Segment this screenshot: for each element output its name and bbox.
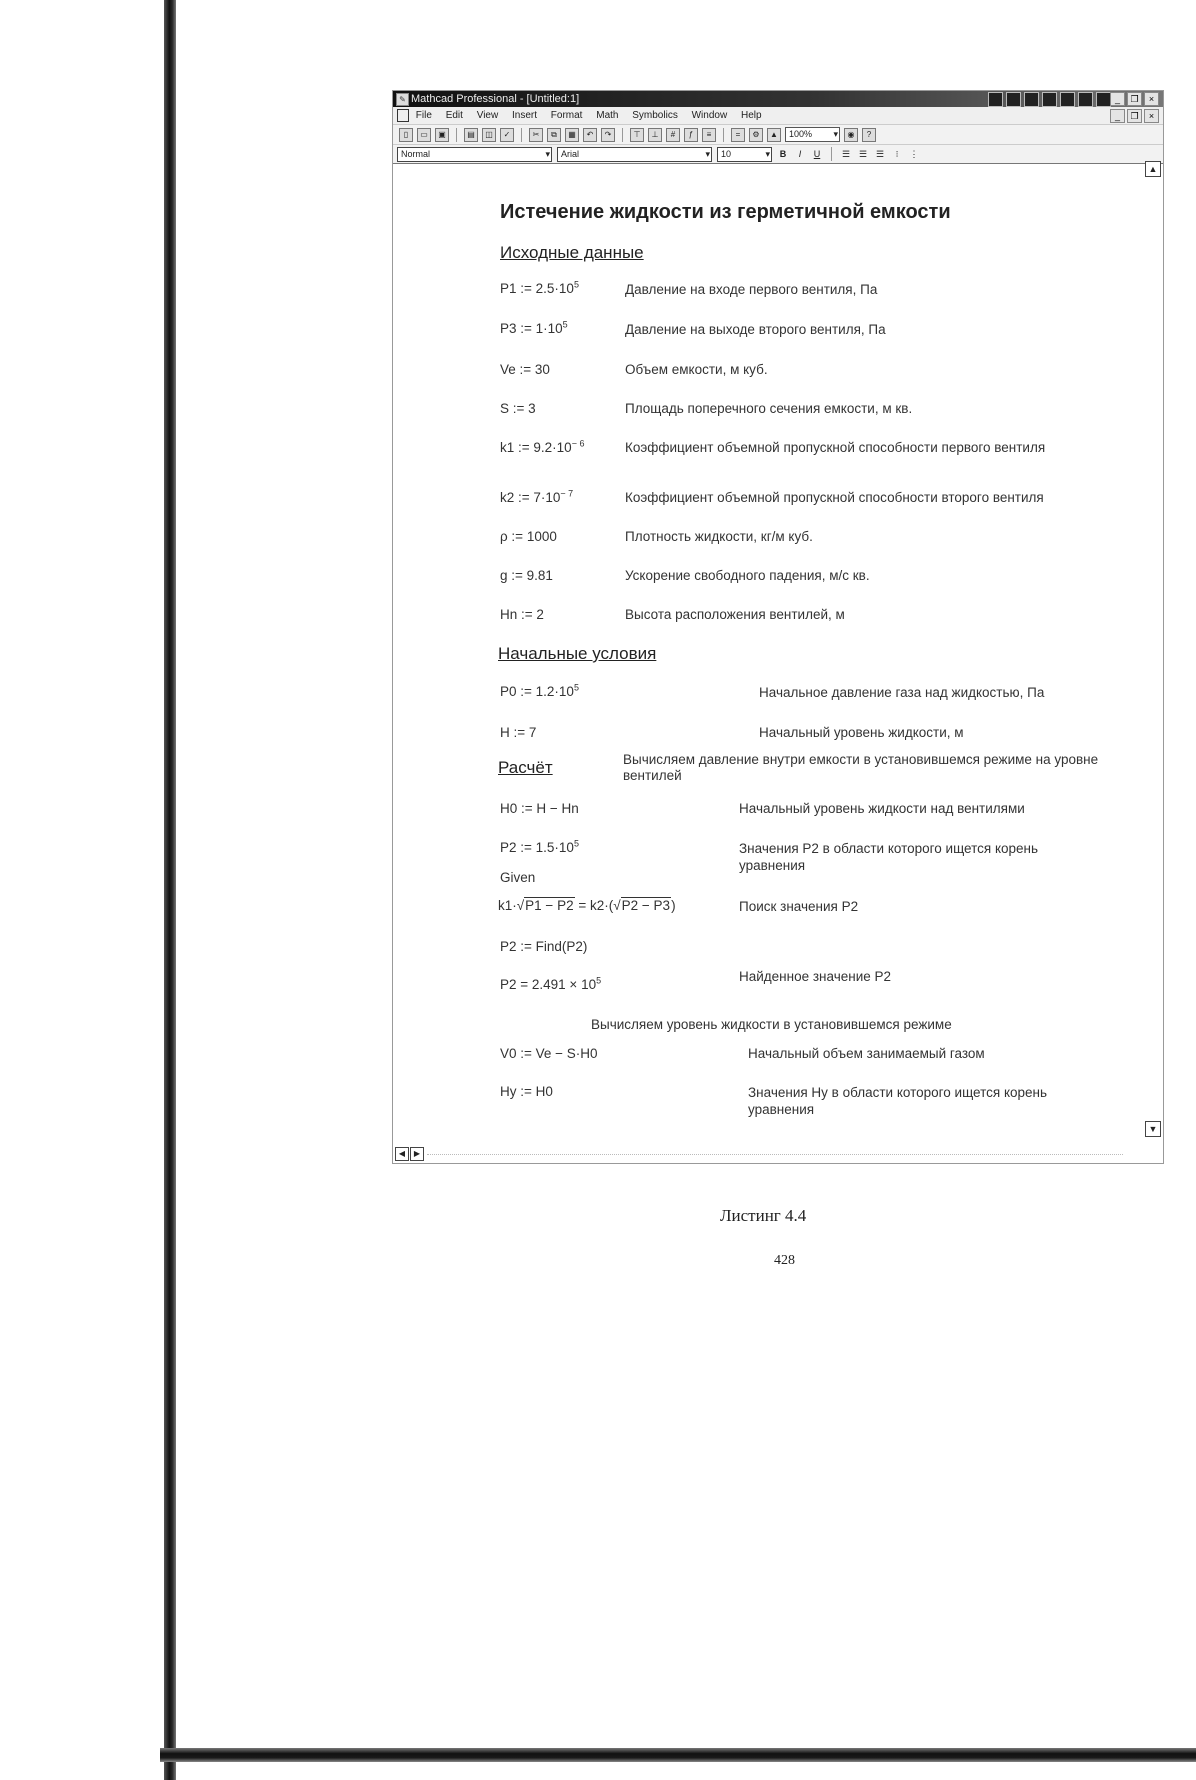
h0-definition[interactable]: H0 := H − Hn: [500, 801, 579, 816]
spell-check-icon[interactable]: ✓: [500, 128, 514, 142]
k1-description: Коэффициент объемной пропускной способности первого вентиля: [625, 440, 1046, 455]
mathcad-app-icon: ✎: [396, 93, 409, 106]
undo-icon[interactable]: ↶: [583, 128, 597, 142]
p3-description: Давление на выходе второго вентиля, Па: [625, 322, 886, 337]
numbering-icon[interactable]: ⋮: [909, 149, 919, 159]
help-icon[interactable]: ?: [862, 128, 876, 142]
task-icon[interactable]: [988, 92, 1003, 107]
p0-definition[interactable]: [500, 684, 579, 699]
s-description: Площадь поперечного сечения емкости, м кв.: [625, 401, 913, 416]
p2-equation[interactable]: [498, 898, 676, 913]
section-initial-conditions: Начальные условия: [498, 644, 657, 663]
p2-result[interactable]: [500, 977, 601, 992]
task-icon[interactable]: [1096, 92, 1111, 107]
p2-guess-description: Значения P2 в области которого ищется корень уравнения: [739, 841, 1039, 873]
k1-definition[interactable]: [500, 440, 584, 455]
scroll-down-icon[interactable]: ▼: [1145, 1121, 1161, 1137]
scroll-right-icon[interactable]: ▶: [410, 1147, 424, 1161]
align-center-icon[interactable]: ☰: [858, 149, 868, 159]
task-icon[interactable]: [1042, 92, 1057, 107]
document-icon[interactable]: [397, 109, 409, 122]
p2-guess-exponent: 5: [573, 838, 579, 849]
font-select[interactable]: Arial ▾: [557, 147, 712, 162]
h-definition[interactable]: H := 7: [500, 725, 537, 740]
menu-edit[interactable]: Edit: [445, 110, 463, 121]
given-keyword[interactable]: Given: [500, 870, 536, 885]
menu-help[interactable]: Help: [740, 110, 762, 121]
toolbar-separator: [456, 128, 457, 142]
scroll-left-icon[interactable]: ◀: [395, 1147, 409, 1161]
window-controls: [1110, 92, 1159, 106]
font-size-select[interactable]: 10 ▾: [717, 147, 772, 162]
print-preview-icon[interactable]: ◫: [482, 128, 496, 142]
p2-guess-definition[interactable]: [500, 840, 579, 855]
standard-toolbar: [393, 125, 1163, 145]
minimize-icon[interactable]: _: [1110, 92, 1125, 106]
g-description: Ускорение свободного падения, м/с кв.: [625, 568, 870, 583]
hn-description: Высота расположения вентилей, м: [625, 607, 845, 622]
hy-description: Значения Hy в области которого ищется корень уравнения: [748, 1085, 1048, 1117]
rho-description: Плотность жидкости, кг/м куб.: [625, 529, 813, 544]
menu-bar: [393, 107, 1163, 125]
style-select[interactable]: Normal ▾: [397, 147, 552, 162]
task-icon[interactable]: [1006, 92, 1021, 107]
document-window-controls: [1110, 109, 1159, 123]
print-icon[interactable]: ▤: [464, 128, 478, 142]
doc-close-icon[interactable]: ×: [1144, 109, 1159, 123]
toolbar-separator: [831, 147, 832, 161]
page-number: 428: [774, 1253, 795, 1268]
p2-result-expression: P2 = 2.491 × 10: [500, 977, 597, 992]
p1-expression: P1 := 2.5·10: [500, 281, 574, 296]
eq-radicand-1: P1 − P2: [525, 898, 574, 913]
new-icon[interactable]: ▯: [399, 128, 413, 142]
scan-binding-shadow: [164, 0, 176, 1780]
p3-definition[interactable]: [500, 321, 568, 336]
hn-definition[interactable]: Hn := 2: [500, 607, 544, 622]
h-description: Начальный уровень жидкости, м: [759, 725, 964, 740]
taskbar-icons: [988, 92, 1111, 107]
p2-result-exponent: 5: [596, 975, 602, 986]
s-definition[interactable]: S := 3: [500, 401, 536, 416]
g-definition[interactable]: g := 9.81: [500, 568, 553, 583]
p0-expression: P0 := 1.2·10: [500, 684, 574, 699]
equation-description: Поиск значения P2: [739, 899, 859, 914]
task-icon[interactable]: [1024, 92, 1039, 107]
worksheet-title: Истечение жидкости из герметичной емкости: [500, 201, 951, 223]
bullets-icon[interactable]: ⁝: [895, 149, 899, 159]
menu-format[interactable]: Format: [550, 110, 583, 121]
calculate-icon[interactable]: =: [731, 128, 745, 142]
eq-radicand-2: P2 − P3: [621, 898, 671, 913]
align-right-icon[interactable]: ☰: [875, 149, 885, 159]
p0-description: Начальное давление газа над жидкостью, Па: [759, 685, 1045, 700]
resources-icon[interactable]: ◉: [844, 128, 858, 142]
section-input-data: Исходные данные: [500, 243, 644, 262]
v0-description: Начальный объем занимаемый газом: [748, 1046, 985, 1061]
underline-icon[interactable]: U: [813, 149, 821, 159]
align-icon[interactable]: ⊤: [630, 128, 644, 142]
formatting-toolbar: [393, 145, 1163, 164]
copy-icon[interactable]: ⧉: [547, 128, 561, 142]
restore-icon[interactable]: ❐: [1127, 92, 1142, 106]
toolbar-separator: [723, 128, 724, 142]
toolbar-separator: [622, 128, 623, 142]
k1-expression: k1 := 9.2·10: [500, 440, 572, 455]
h0-description: Начальный уровень жидкости над вентилями: [739, 801, 1025, 816]
task-icon[interactable]: [1078, 92, 1093, 107]
k2-description: Коэффициент объемной пропускной способности второго вентиля: [625, 490, 1044, 505]
paste-icon[interactable]: ▦: [565, 128, 579, 142]
worksheet[interactable]: [393, 166, 1133, 1156]
cut-icon[interactable]: ✂: [529, 128, 543, 142]
k2-exponent: − 7: [560, 488, 574, 499]
insert-function-icon[interactable]: ƒ: [684, 128, 698, 142]
eq-middle: = k2·(√: [574, 898, 621, 913]
listing-caption: Листинг 4.4: [720, 1206, 807, 1225]
insert-component-icon[interactable]: ⚙: [749, 128, 763, 142]
hy-definition[interactable]: Hy := H0: [500, 1084, 553, 1099]
menu-symbolics[interactable]: Symbolics: [632, 110, 678, 121]
doc-minimize-icon[interactable]: _: [1110, 109, 1125, 123]
k2-expression: k2 := 7·10: [500, 490, 561, 505]
menu-file[interactable]: File: [415, 110, 432, 121]
rho-definition[interactable]: ρ := 1000: [500, 529, 557, 544]
insert-graph-icon[interactable]: ⊥: [648, 128, 662, 142]
zoom-select[interactable]: 100% ▾: [785, 127, 840, 142]
p0-exponent: 5: [573, 682, 579, 693]
mathcad-window: [392, 90, 1164, 1164]
eq-k1: k1·√: [498, 898, 525, 913]
window-title: Mathcad Professional - [Untitled:1]: [411, 93, 580, 105]
p3-expression: P3 := 1·10: [500, 321, 563, 336]
vertical-scrollbar[interactable]: [1145, 161, 1163, 1161]
scroll-up-icon[interactable]: ▲: [1145, 161, 1161, 177]
menu-window[interactable]: Window: [691, 110, 728, 121]
p2-guess-expression: P2 := 1.5·10: [500, 840, 574, 855]
redo-icon[interactable]: ↷: [601, 128, 615, 142]
section-calculation: Расчёт: [498, 758, 553, 777]
k2-definition[interactable]: [500, 490, 573, 505]
menu-view[interactable]: View: [476, 110, 499, 121]
eq-end: ): [671, 898, 676, 913]
close-icon[interactable]: ×: [1144, 92, 1159, 106]
italic-icon[interactable]: I: [798, 149, 802, 159]
scan-bottom-shadow: [160, 1748, 1196, 1762]
p3-exponent: 5: [562, 319, 568, 330]
doc-restore-icon[interactable]: ❐: [1127, 109, 1142, 123]
find-p2[interactable]: P2 := Find(P2): [500, 939, 588, 954]
p1-definition[interactable]: [500, 281, 579, 296]
bold-icon[interactable]: B: [779, 149, 787, 159]
p2-result-description: Найденное значение P2: [739, 969, 892, 984]
menu-math[interactable]: Math: [596, 110, 619, 121]
p1-description: Давление на входе первого вентиля, Па: [625, 282, 878, 297]
calculation-note: Вычисляем давление внутри емкости в установившемся режиме на уровне вентилей: [623, 752, 1099, 783]
resource-center-icon[interactable]: ▲: [767, 128, 781, 142]
save-icon[interactable]: ▣: [435, 128, 449, 142]
v0-definition[interactable]: V0 := Ve − S·H0: [500, 1046, 598, 1061]
k1-exponent: − 6: [571, 438, 585, 449]
ve-definition[interactable]: Ve := 30: [500, 362, 550, 377]
title-bar: [393, 91, 1163, 107]
insert-matrix-icon[interactable]: #: [666, 128, 680, 142]
open-icon[interactable]: ▭: [417, 128, 431, 142]
p1-exponent: 5: [573, 279, 579, 290]
ve-description: Объем емкости, м куб.: [625, 362, 768, 377]
menu-insert[interactable]: Insert: [511, 110, 537, 121]
toolbar-separator: [521, 128, 522, 142]
align-left-icon[interactable]: ☰: [841, 149, 851, 159]
task-icon[interactable]: [1060, 92, 1075, 107]
steady-state-note: Вычисляем уровень жидкости в установившемся режиме: [591, 1017, 952, 1032]
insert-unit-icon[interactable]: ≡: [702, 128, 716, 142]
